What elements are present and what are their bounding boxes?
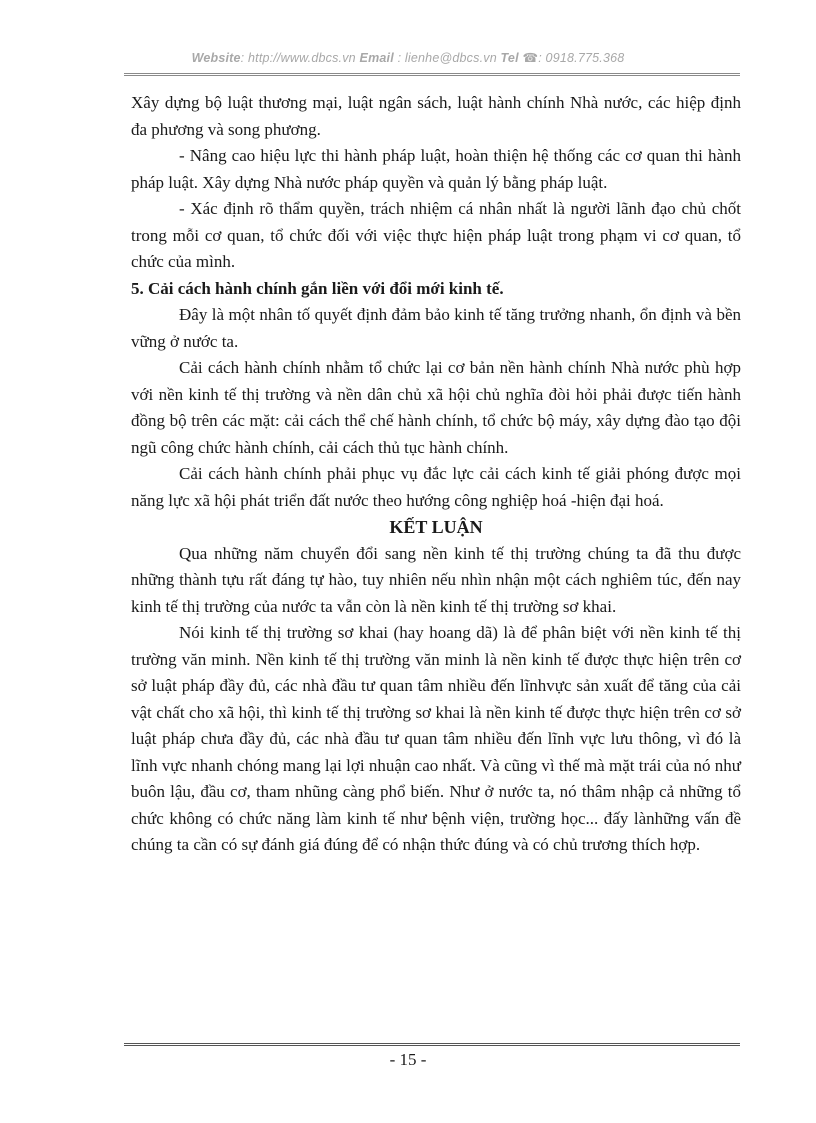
- conclusion-title: KẾT LUẬN: [389, 517, 483, 537]
- footer-divider: [124, 1043, 740, 1046]
- email-label: Email: [359, 51, 394, 65]
- website-value: : http://www.dbcs.vn: [240, 51, 356, 65]
- section-heading: 5. Cải cách hành chính gắn liền với đổi mới kinh tế.: [131, 278, 504, 298]
- paragraph: Đây là một nhân tố quyết định đảm bảo kinh tế tăng trưởng nhanh, ổn định và bền vững ở nước ta.: [131, 305, 741, 351]
- page-header: [0, 50, 816, 65]
- paragraph: Cải cách hành chính phải phục vụ đắc lực cải cách kinh tế giải phóng được mọi năng lực xã hội phát triển đất nước theo hướng công nghiệp hoá -hiện đại hoá.: [131, 464, 741, 510]
- paragraph: - Xác định rõ thẩm quyền, trách nhiệm cá nhân nhất là người lãnh đạo chủ chốt trong mỗi cơ quan, tổ chức đối với việc thực hiện pháp luật trong phạm vi cơ quan, tổ chức của mình.: [131, 199, 741, 271]
- tel-value: ☎: 0918.775.368: [522, 51, 625, 65]
- paragraph: Cải cách hành chính nhằm tổ chức lại cơ bản nền hành chính Nhà nước phù hợp với nền kinh tế thị trường và nền dân chủ xã hội chủ nghĩa đòi hỏi phải được tiến hành đồng bộ trên các mặt: cải cách thể chế hành chính, tổ chức bộ máy, xây dựng đào tạo đội ngũ công chức hành chính, cải cách thủ tục hành chính.: [131, 358, 741, 457]
- paragraph: - Nâng cao hiệu lực thi hành pháp luật, hoàn thiện hệ thống các cơ quan thi hành pháp luật. Xây dựng Nhà nước pháp quyền và quản lý bằng pháp luật.: [131, 146, 741, 192]
- email-value: : lienhe@dbcs.vn: [397, 51, 497, 65]
- document-body: [131, 90, 741, 859]
- page-number: - 15 -: [389, 1050, 427, 1069]
- header-divider: [124, 73, 740, 76]
- paragraph: Nói kinh tế thị trường sơ khai (hay hoang dã) là để phân biệt với nền kinh tế thị trường văn minh. Nền kinh tế thị trường văn minh là nền kinh tế được thực hiện trên cơ sở luật pháp đầy đủ, các nhà đầu tư quan tâm nhiều đến lĩnhvực sản xuất để tăng của cải vật chất cho xã hội, thì kinh tế thị trường sơ khai là nền kinh tế được thực hiện trên cơ sở luật pháp chưa đầy đủ, các nhà đầu tư quan tâm nhiều đến lĩnh vực lưu thông, vì đó là lĩnh vực nhanh chóng mang lại lợi nhuận cao nhất. Và cũng vì thế mà mặt trái của nó như buôn lậu, đầu cơ, tham nhũng càng phổ biến. Như ở nước ta, nó thâm nhập cả những tổ chức không có chức năng làm kinh tế như bệnh viện, trường học... đấy lànhững vấn đề chúng ta cần có sự đánh giá đúng để có nhận thức đúng và có chủ trương thích hợp.: [131, 623, 741, 854]
- paragraph: Xây dựng bộ luật thương mại, luật ngân sách, luật hành chính Nhà nước, các hiệp định đa phương và song phương.: [131, 93, 741, 139]
- website-label: Website: [191, 51, 241, 65]
- tel-label: Tel: [500, 51, 519, 65]
- paragraph: Qua những năm chuyển đổi sang nền kinh tế thị trường chúng ta đã thu được những thành tựu rất đáng tự hào, tuy nhiên nếu nhìn nhận một cách nghiêm túc, đến nay kinh tế thị trường của nước ta vẫn còn là nền kinh tế thị trường sơ khai.: [131, 543, 741, 616]
